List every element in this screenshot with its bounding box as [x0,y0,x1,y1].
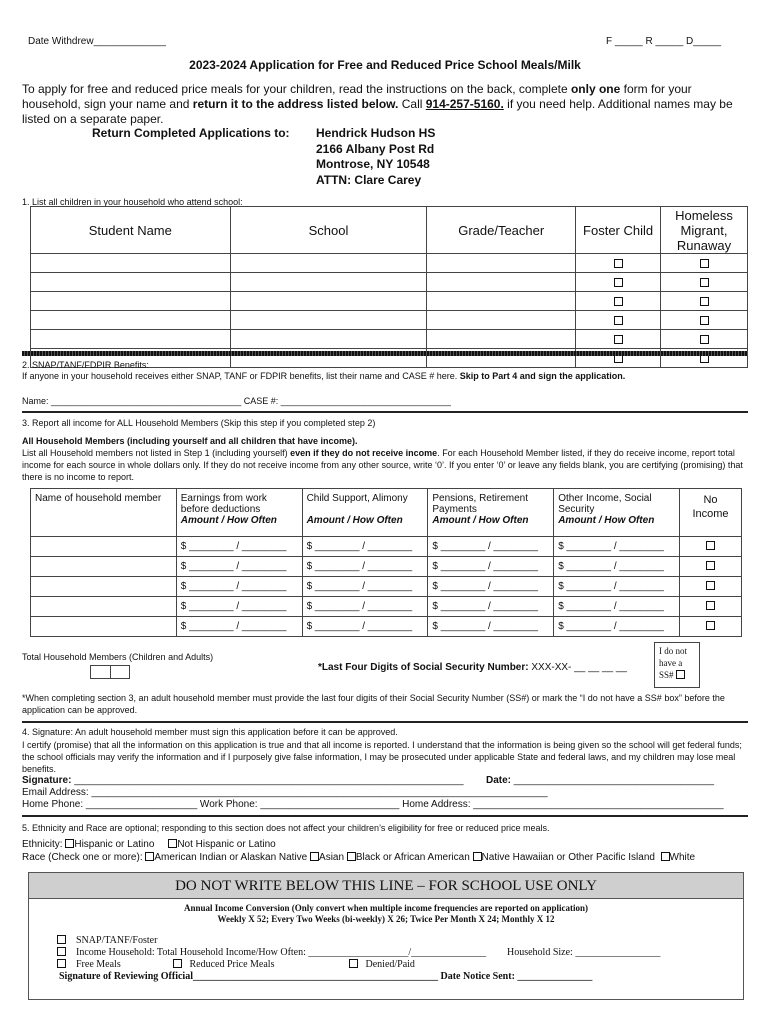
income-row [31,577,742,597]
homeless-checkbox-cell[interactable] [661,254,748,273]
step3-subtitle: All Household Members (including yourself and all children that have income). [22,436,358,446]
race-row: Race (Check one or more): American Indian or Alaskan Native Asian Black or African American Native Hawaiian or Other Pacific Island White [22,852,696,863]
foster-child-checkbox-cell[interactable] [576,330,661,349]
intro-paragraph: To apply for free and reduced price meals for your children, read the instructions on the back, complete only one form for your household, sign your name and return it to the address listed below. Call 914-257-5160. if you need help. Additional names may be listed on a separate paper. [22,82,733,126]
income-amount-cell[interactable]: $ ________ / ________ [302,597,428,617]
signature-line[interactable]: Signature: ______________________________________________________________________ [22,775,464,786]
no-ssn-box[interactable]: I do not have a SS# [654,642,700,688]
child-row [31,330,748,349]
no-income-cell[interactable] [680,617,742,637]
income-row [31,557,742,577]
col-foster-child: Foster Child [576,207,661,254]
grade-teacher-cell[interactable] [427,311,576,330]
denied-checkbox[interactable] [349,959,358,968]
foster-checkbox[interactable] [614,259,623,268]
household-size[interactable]: Household Size: _________________ [507,947,661,958]
total-members-label: Total Household Members (Children and Adults) [22,652,214,662]
student-name-cell[interactable] [31,273,231,292]
income-amount-cell[interactable]: $ ________ / ________ [176,537,302,557]
step1-title: 1. List all children in your household who attend school: [22,197,243,207]
school-cell[interactable] [230,254,427,273]
no-ssn-checkbox[interactable] [676,670,685,679]
grade-teacher-cell[interactable] [427,292,576,311]
page-title: 2023-2024 Application for Free and Reduced Price School Meals/Milk [189,58,581,72]
income-amount-cell[interactable]: $ ________ / ________ [176,617,302,637]
income-amount-cell[interactable]: $ ________ / ________ [428,617,554,637]
school-use-box [28,872,744,1000]
snap-checkbox[interactable] [57,935,66,944]
homeless-checkbox-cell[interactable] [661,330,748,349]
step2-desc: If anyone in your household receives either SNAP, TANF or FDPIR benefits, list their name and CASE # here. Skip to Part 4 and sign the application. [22,371,626,381]
school-use-fields: SNAP/TANF/Foster Income Household: Total Household Income/How Often: ____________________/_______________ Household Size: _________________ Free Meals Reduced Price Meals Denied/Paid Signature of Reviewing Official_________________________________________________ Date Notice Sent: _______________ [59,935,661,982]
homeless-checkbox-cell[interactable] [661,273,748,292]
child-row [31,254,748,273]
email-line[interactable]: Email Address: __________________________________________________________________________________ [22,787,548,798]
income-amount-cell[interactable]: $ ________ / ________ [428,597,554,617]
income-amount-cell[interactable]: $ ________ / ________ [302,537,428,557]
foster-child-checkbox-cell[interactable] [576,292,661,311]
divider [22,721,748,723]
homeless-checkbox[interactable] [700,278,709,287]
no-income-checkbox[interactable] [706,581,715,590]
foster-checkbox[interactable] [614,297,623,306]
income-row [31,537,742,557]
income-row [31,597,742,617]
free-meals-checkbox[interactable] [57,959,66,968]
return-label: Return Completed Applications to: [92,126,290,140]
member-name-cell[interactable] [31,597,177,617]
col-homeless: Homeless Migrant, Runaway [661,207,748,254]
member-name-cell[interactable] [31,537,177,557]
total-members-box[interactable] [90,665,130,679]
child-row [31,273,748,292]
income-amount-cell[interactable]: $ ________ / ________ [428,557,554,577]
no-income-checkbox[interactable] [706,541,715,550]
race-hawaiian-checkbox[interactable] [473,852,482,861]
col-school: School [230,207,427,254]
homeless-checkbox[interactable] [700,259,709,268]
race-white-checkbox[interactable] [661,852,670,861]
phones-line[interactable]: Home Phone: ____________________ Work Phone: _________________________ Home Address: _____________________________________________ [22,799,724,810]
no-income-cell[interactable] [680,537,742,557]
return-address: Hendrick Hudson HS 2166 Albany Post Rd Montrose, NY 10548 ATTN: Clare Carey [316,126,436,187]
ssn-field[interactable]: *Last Four Digits of Social Security Number: XXX-XX- __ __ __ __ [318,662,627,673]
col-household-member: Name of household member [31,489,177,537]
foster-child-checkbox-cell[interactable] [576,273,661,292]
student-name-cell[interactable] [31,292,231,311]
income-conversion: Annual Income Conversion (Only convert when multiple income frequencies are reported on application) Weekly X 52; Every Two Weeks (bi-weekly) X 26; Twice Per Month X 24; Monthly X 12 [184,903,588,924]
homeless-checkbox-cell[interactable] [661,292,748,311]
race-asian-checkbox[interactable] [310,852,319,861]
student-name-cell[interactable] [31,330,231,349]
foster-child-checkbox-cell[interactable] [576,254,661,273]
school-cell[interactable] [230,330,427,349]
col-child-support: Child Support, Alimony Amount / How Often [302,489,428,537]
student-name-cell[interactable] [31,254,231,273]
foster-checkbox[interactable] [614,316,623,325]
no-income-cell[interactable] [680,557,742,577]
date-notice-sent[interactable]: Date Notice Sent: _______________ [440,971,593,982]
homeless-checkbox[interactable] [700,335,709,344]
income-amount-cell[interactable]: $ ________ / ________ [176,597,302,617]
income-amount-cell[interactable]: $ ________ / ________ [554,597,680,617]
no-income-cell[interactable] [680,577,742,597]
step2-title: 2. SNAP/TANF/FDPIR Benefits: [22,360,149,370]
homeless-checkbox[interactable] [700,316,709,325]
foster-checkbox[interactable] [614,278,623,287]
income-amount-cell[interactable]: $ ________ / ________ [554,557,680,577]
school-cell[interactable] [230,311,427,330]
date-line[interactable]: Date: ____________________________________ [486,775,715,786]
member-name-cell[interactable] [31,617,177,637]
income-household-checkbox[interactable] [57,947,66,956]
snap-name-case[interactable]: Name: ______________________________________ CASE #: __________________________________ [22,396,451,406]
grade-teacher-cell[interactable] [427,273,576,292]
frd-field: F _____ R _____ D_____ [606,36,722,47]
certify-text: I certify (promise) that all the information on this application is true and that all income is reported. I understand that the information is being given so the school will get federal funds; the school officials may verify the information and if I purposely give false information, I may be prosecuted under applicable State and federal laws, and my children may lose meal benefits. [22,740,742,774]
reduced-checkbox[interactable] [173,959,182,968]
member-name-cell[interactable] [31,557,177,577]
not-hispanic-checkbox[interactable] [168,839,177,848]
income-amount-cell[interactable]: $ ________ / ________ [554,577,680,597]
col-no-income: No Income [680,489,742,537]
ssn-note: *When completing section 3, an adult household member must provide the last four digits of their Social Security Number (SS#) or mark the “I do not have a SS# box” before the application can be approved. [22,693,725,715]
grade-teacher-cell[interactable] [427,254,576,273]
income-amount-cell[interactable]: $ ________ / ________ [302,617,428,637]
income-amount-cell[interactable]: $ ________ / ________ [176,577,302,597]
no-income-checkbox[interactable] [706,621,715,630]
income-row [31,617,742,637]
student-name-cell[interactable] [31,311,231,330]
divider [22,411,748,413]
col-grade-teacher: Grade/Teacher [427,207,576,254]
children-table [30,206,748,368]
hispanic-checkbox[interactable] [65,839,74,848]
income-amount-cell[interactable]: $ ________ / ________ [176,557,302,577]
no-income-cell[interactable] [680,597,742,617]
step4-title: 4. Signature: An adult household member must sign this application before it can be approved. [22,727,398,737]
step3-desc: List all Household members not listed in Step 1 (including yourself) even if they do not receive income. For each Household Member listed, if they do receive income, report total income for each source in whole dollars only. If they do not receive income from any other source, write ‘0’. If you enter ‘0’ or leave any fields blank, you are certifying (promising) that there is no income to report. [22,448,743,482]
col-pensions: Pensions, Retirement Payments Amount / How Often [428,489,554,537]
reviewing-official-signature[interactable]: Signature of Reviewing Official_________________________________________________ [59,971,438,982]
homeless-checkbox-cell[interactable] [661,311,748,330]
income-amount-cell[interactable]: $ ________ / ________ [428,577,554,597]
income-amount-cell[interactable]: $ ________ / ________ [302,557,428,577]
income-amount-cell[interactable]: $ ________ / ________ [302,577,428,597]
school-use-banner: DO NOT WRITE BELOW THIS LINE – FOR SCHOOL USE ONLY [29,873,743,899]
school-cell[interactable] [230,273,427,292]
step3-title: 3. Report all income for ALL Household Members (Skip this step if you completed step 2) [22,418,376,428]
date-withdrew: Date Withdrew_____________ [28,36,166,47]
income-amount-cell[interactable]: $ ________ / ________ [554,537,680,557]
ethnicity-row: Ethnicity: Hispanic or Latino Not Hispanic or Latino [22,839,276,850]
foster-child-checkbox-cell[interactable] [576,311,661,330]
col-earnings: Earnings from work before deductions Amount / How Often [176,489,302,537]
school-cell[interactable] [230,292,427,311]
foster-checkbox[interactable] [614,335,623,344]
race-black-checkbox[interactable] [347,852,356,861]
income-table [30,488,742,637]
income-amount-cell[interactable]: $ ________ / ________ [428,537,554,557]
child-row [31,311,748,330]
child-row [31,292,748,311]
col-student-name: Student Name [31,207,231,254]
divider [22,815,748,817]
member-name-cell[interactable] [31,577,177,597]
step5-title: 5. Ethnicity and Race are optional; responding to this section does not affect your children’s eligibility for free or reduced price meals. [22,823,550,833]
divider [22,351,748,356]
no-income-checkbox[interactable] [706,601,715,610]
col-other-income: Other Income, Social Security Amount / How Often [554,489,680,537]
homeless-checkbox[interactable] [700,297,709,306]
grade-teacher-cell[interactable] [427,330,576,349]
income-amount-cell[interactable]: $ ________ / ________ [554,617,680,637]
no-income-checkbox[interactable] [706,561,715,570]
